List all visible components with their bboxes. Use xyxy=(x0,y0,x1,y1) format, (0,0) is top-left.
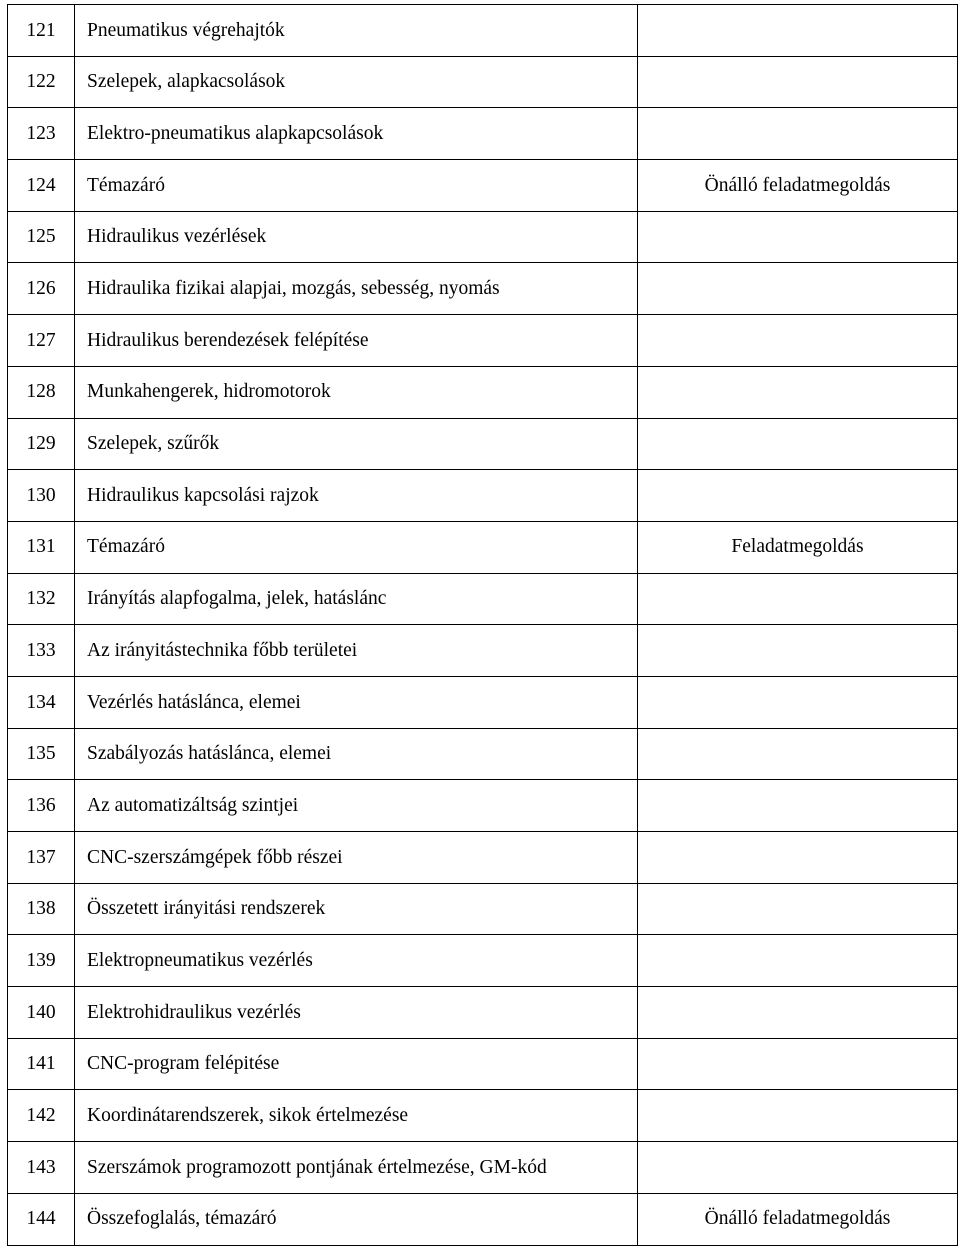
lesson-note-cell xyxy=(638,676,958,728)
lesson-note-cell xyxy=(638,1090,958,1142)
lesson-note-cell xyxy=(638,883,958,935)
table-row xyxy=(8,366,958,418)
table-row xyxy=(8,315,958,367)
lesson-number-cell: 143 xyxy=(8,1142,75,1194)
table-row xyxy=(8,676,958,728)
table-row xyxy=(8,987,958,1039)
lesson-topic-cell: Munkahengerek, hidromotorok xyxy=(75,366,638,418)
lesson-number-cell: 135 xyxy=(8,728,75,780)
lesson-topic-cell: Hidraulikus kapcsolási rajzok xyxy=(75,470,638,522)
lesson-topic-cell: Hidraulikus berendezések felépítése xyxy=(75,315,638,367)
lesson-topic-cell: CNC-program felépitése xyxy=(75,1038,638,1090)
table-row xyxy=(8,521,958,573)
lesson-note-cell xyxy=(638,987,958,1039)
lesson-number-cell: 128 xyxy=(8,366,75,418)
table-row xyxy=(8,573,958,625)
lesson-number-cell: 144 xyxy=(8,1193,75,1245)
lesson-number-cell: 121 xyxy=(8,5,75,57)
lesson-topic-cell: Elektrohidraulikus vezérlés xyxy=(75,987,638,1039)
table-row xyxy=(8,263,958,315)
lesson-topic-cell: Szelepek, szűrők xyxy=(75,418,638,470)
lesson-note-cell: Feladatmegoldás xyxy=(638,521,958,573)
lesson-note-cell xyxy=(638,1142,958,1194)
table-row xyxy=(8,1142,958,1194)
lesson-topic-cell: Az automatizáltság szintjei xyxy=(75,780,638,832)
lesson-note-cell xyxy=(638,366,958,418)
lesson-topic-cell: Témazáró xyxy=(75,521,638,573)
lesson-topic-cell: Pneumatikus végrehajtók xyxy=(75,5,638,57)
lesson-number-cell: 127 xyxy=(8,315,75,367)
table-row xyxy=(8,832,958,884)
table-row xyxy=(8,56,958,108)
lesson-number-cell: 132 xyxy=(8,573,75,625)
lesson-number-cell: 126 xyxy=(8,263,75,315)
lesson-topic-cell: Az irányitástechnika főbb területei xyxy=(75,625,638,677)
lesson-number-cell: 125 xyxy=(8,211,75,263)
table-row xyxy=(8,883,958,935)
table-row xyxy=(8,1038,958,1090)
lesson-table-body xyxy=(8,5,958,1246)
lesson-topic-cell: Elektro-pneumatikus alapkapcsolások xyxy=(75,108,638,160)
lesson-note-cell: Önálló feladatmegoldás xyxy=(638,1193,958,1245)
table-row xyxy=(8,160,958,212)
lesson-plan-table xyxy=(7,4,958,1246)
table-row xyxy=(8,780,958,832)
lesson-topic-cell: Szabályozás hatáslánca, elemei xyxy=(75,728,638,780)
lesson-number-cell: 131 xyxy=(8,521,75,573)
lesson-number-cell: 129 xyxy=(8,418,75,470)
lesson-topic-cell: Összetett irányitási rendszerek xyxy=(75,883,638,935)
table-row xyxy=(8,935,958,987)
lesson-note-cell xyxy=(638,935,958,987)
table-row xyxy=(8,470,958,522)
lesson-topic-cell: Irányítás alapfogalma, jelek, hatáslánc xyxy=(75,573,638,625)
table-row xyxy=(8,625,958,677)
lesson-number-cell: 139 xyxy=(8,935,75,987)
lesson-number-cell: 138 xyxy=(8,883,75,935)
lesson-number-cell: 134 xyxy=(8,676,75,728)
lesson-number-cell: 122 xyxy=(8,56,75,108)
lesson-topic-cell: Elektropneumatikus vezérlés xyxy=(75,935,638,987)
lesson-number-cell: 124 xyxy=(8,160,75,212)
table-row xyxy=(8,1193,958,1245)
lesson-topic-cell: Koordinátarendszerek, sikok értelmezése xyxy=(75,1090,638,1142)
lesson-number-cell: 133 xyxy=(8,625,75,677)
lesson-note-cell xyxy=(638,625,958,677)
lesson-note-cell xyxy=(638,211,958,263)
lesson-note-cell xyxy=(638,832,958,884)
lesson-note-cell: Önálló feladatmegoldás xyxy=(638,160,958,212)
lesson-number-cell: 141 xyxy=(8,1038,75,1090)
lesson-number-cell: 140 xyxy=(8,987,75,1039)
lesson-note-cell xyxy=(638,108,958,160)
table-row xyxy=(8,418,958,470)
lesson-topic-cell: Összefoglalás, témazáró xyxy=(75,1193,638,1245)
lesson-number-cell: 123 xyxy=(8,108,75,160)
lesson-number-cell: 130 xyxy=(8,470,75,522)
lesson-note-cell xyxy=(638,470,958,522)
lesson-topic-cell: Szelepek, alapkacsolások xyxy=(75,56,638,108)
lesson-note-cell xyxy=(638,315,958,367)
lesson-note-cell xyxy=(638,728,958,780)
lesson-topic-cell: Hidraulika fizikai alapjai, mozgás, sebesség, nyomás xyxy=(75,263,638,315)
table-row xyxy=(8,211,958,263)
lesson-note-cell xyxy=(638,418,958,470)
lesson-note-cell xyxy=(638,573,958,625)
lesson-note-cell xyxy=(638,263,958,315)
lesson-note-cell xyxy=(638,1038,958,1090)
lesson-number-cell: 136 xyxy=(8,780,75,832)
table-row xyxy=(8,5,958,57)
lesson-number-cell: 142 xyxy=(8,1090,75,1142)
lesson-note-cell xyxy=(638,5,958,57)
lesson-number-cell: 137 xyxy=(8,832,75,884)
lesson-topic-cell: Hidraulikus vezérlések xyxy=(75,211,638,263)
table-row xyxy=(8,728,958,780)
lesson-topic-cell: CNC-szerszámgépek főbb részei xyxy=(75,832,638,884)
table-row xyxy=(8,108,958,160)
lesson-topic-cell: Témazáró xyxy=(75,160,638,212)
lesson-topic-cell: Vezérlés hatáslánca, elemei xyxy=(75,676,638,728)
lesson-note-cell xyxy=(638,780,958,832)
lesson-note-cell xyxy=(638,56,958,108)
table-row xyxy=(8,1090,958,1142)
lesson-topic-cell: Szerszámok programozott pontjának értelmezése, GM-kód xyxy=(75,1142,638,1194)
